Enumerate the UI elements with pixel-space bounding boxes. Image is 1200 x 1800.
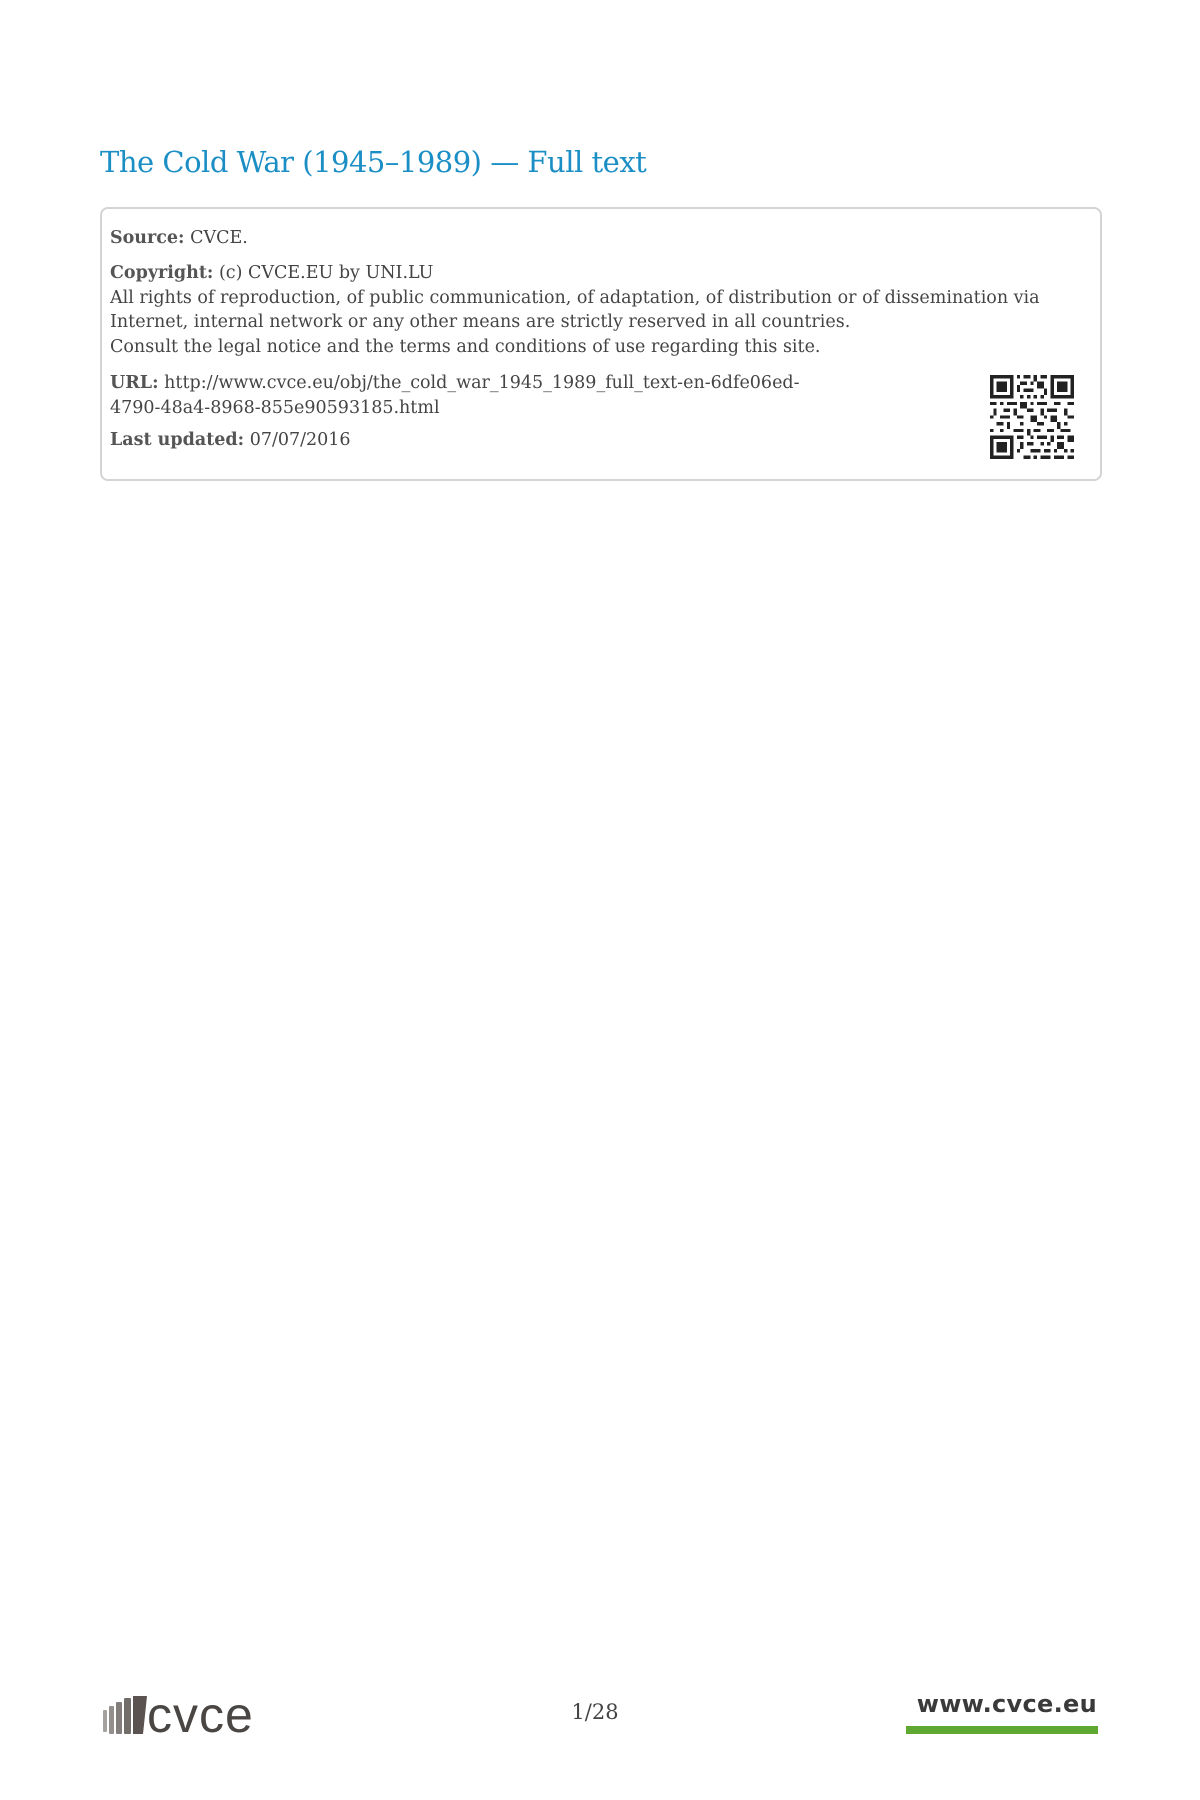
rights-line-1: All rights of reproduction, of public communication, of adaptation, of distribution or of dissemination via xyxy=(110,287,1040,308)
copyright-label: Copyright: xyxy=(110,263,214,283)
qr-code-icon xyxy=(990,375,1074,459)
document-info-box xyxy=(100,207,1102,481)
footer-accent-bar xyxy=(906,1726,1098,1734)
url-link-part-2[interactable]: 4790-48a4-8968-855e90593185.html xyxy=(110,397,440,418)
page-number: 1/28 xyxy=(571,1700,619,1724)
rights-line-2: Internet, internal network or any other means are strictly reserved in all countries. xyxy=(110,312,851,332)
copyright-value: (c) CVCE.EU by UNI.LU xyxy=(218,263,434,283)
last-updated-line xyxy=(110,428,351,453)
last-updated-value: 07/07/2016 xyxy=(249,430,351,450)
url-block xyxy=(110,371,870,420)
svg-text:cvce: cvce xyxy=(147,1688,254,1742)
copyright-block xyxy=(110,261,1040,359)
cvce-logo xyxy=(103,1688,308,1742)
rights-line-3: Consult the legal notice and the terms and conditions of use regarding this site. xyxy=(110,336,821,357)
source-line xyxy=(110,226,248,251)
source-label: Source: xyxy=(110,228,185,248)
footer-site-url[interactable]: www.cvce.eu xyxy=(916,1690,1097,1718)
source-value: CVCE. xyxy=(190,228,248,248)
url-link-part-1[interactable]: http://www.cvce.eu/obj/the_cold_war_1945_1989_full_text-en-6dfe06ed- xyxy=(164,373,800,393)
copyright-line xyxy=(110,261,1040,286)
url-label: URL: xyxy=(110,373,159,393)
last-updated-label: Last updated: xyxy=(110,430,245,450)
page-title: The Cold War (1945–1989) — Full text xyxy=(100,145,647,179)
